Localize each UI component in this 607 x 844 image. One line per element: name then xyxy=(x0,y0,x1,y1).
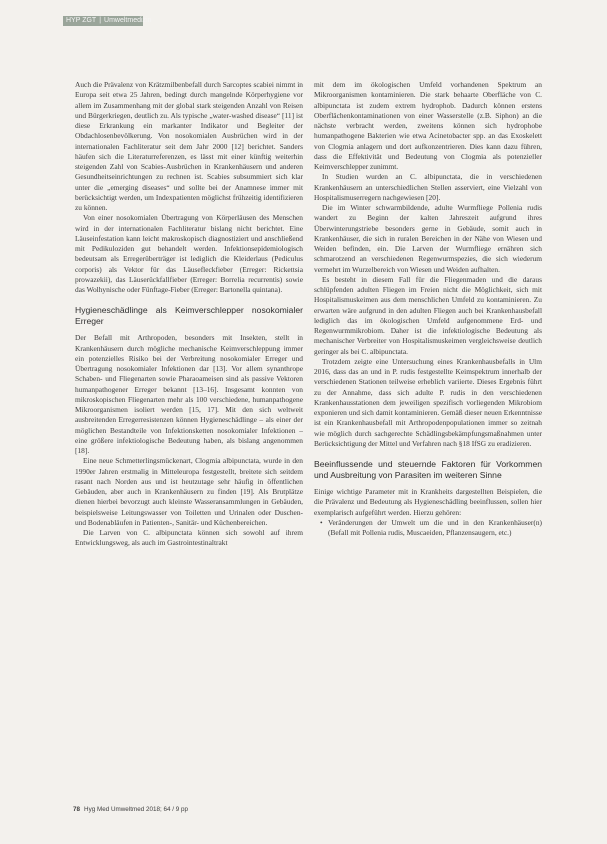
left-column xyxy=(75,80,303,549)
running-header xyxy=(66,16,152,26)
footer-citation: Hyg Med Umweltmed 2018; 64 / 9 pp xyxy=(84,806,188,813)
bullet-list xyxy=(314,518,542,539)
paragraph: Einige wichtige Parameter mit in Krankheits dargestellten Beispielen, die die Prävalenz und Bedeutung als Hygieneschädling beeinflussen, sollen hier exemplarisch aufgeführt werden. Hierzu gehören: xyxy=(314,487,542,517)
paragraph: Von einer nosokomialen Übertragung von Körperläusen des Menschen wird in der internationalen Fachliteratur bislang nicht berichtet. Eine Läuseinfestation kann leicht makroskopisch diagnostiziert und anschließend mit Pedikuloziden gut behandelt werden. Infektionsepidemiologisch bedeutsam als Erregerüberträger ist lediglich die Kleiderlaus (Pediculus corporis) als Vektor für das Läusefleckfieber (Erreger: Rickettsia prowazekii), das Läuserückfallfieber (Erreger: Borrelia recurrentis) sowie das Wolhynische oder Fünftage-Fieber (Erreger: Bartonella quintana). xyxy=(75,213,303,294)
paragraph: Eine neue Schmetterlingsmückenart, Clogmia albipunctata, wurde in den 1990er Jahren erstmalig in Mitteleuropa festgestellt, breitete sich seitdem rasant nach Norden aus und ist heutzutage sehr häufig in öffentlichen Gebäuden, aber auch in Krankenhäusern zu finden [19]. Als Brutplätze dienen hierbei bevorzugt auch kleinste Wasseransammlungen in Gebäuden, beispielsweise Leitungswasser von Toiletten und Urinalen oder Duschen- und Bodenabläufen in Patienten-, Sanitär- und Küchenbereichen. xyxy=(75,456,303,527)
section-heading: Hygieneschädlinge als Keimverschlepper nosokomialer Erreger xyxy=(75,305,303,327)
paragraph: Auch die Prävalenz von Krätzmilbenbefall durch Sarcoptes scabiei nimmt in Europa seit etwa 25 Jahren, bedingt durch mangelnde Körperhygiene vor allem im Zusammenhang mit der global stark steigenden Anzahl von Reisen und Bürgerkriegen, deutlich zu. Als typische „water-washed disease“ [11] ist diese Erkrankung ein markanter Indikator und Begleiter der Obdachlosenbevölkerung. Von nosokomialen Ausbrüchen wird in der internationalen Fachliteratur seit dem Jahr 2000 [12] berichtet. Sanders häufen sich die Literaturreferenzen, es lässt mit einer künftig weiterhin steigenden Zahl von Scabies-Ausbrüchen in Krankenhäusern und anderen Gesundheitseinrichtungen zu rechnen ist. Scabies subsummiert sich klar unter die „emerging diseases“ und sollte bei der Anamnese immer mit berücksichtigt werden, um Indexpatienten möglichst frühzeitig identifizieren zu können. xyxy=(75,80,303,212)
paragraph: Es besteht in diesem Fall für die Fliegenmaden und die daraus schlüpfenden adulten Fliegen im Freien nicht die Möglichkeit, sich mit Hospitalismuskeimen aus dem menschlichen Umfeld zu kontaminieren. Zu erwarten wäre aufgrund in den adulten Fliegen auch bei Krankenhausbefall lediglich das im ökologischen Umfeld aufgenommene Erd- und Regenwurmmikrobiom. Daher ist die infektiologische Bedeutung als mechanischer Verbreiter von Hospitalismuskeimen vergleichsweise deutlich geringer als bei C. albipunctata. xyxy=(314,274,542,356)
journal-abbrev: HYP ZGT xyxy=(66,17,97,24)
paragraph: Die im Winter schwarmbildende, adulte Wurmfliege Pollenia rudis wandert zu Beginn der kalten Jahreszeit aufgrund ihres Überwinterungstriebe besonders gerne in Gebäude, somit auch in Krankenhäuser, die sich in ruralen Bereichen in der Nähe von Wiesen und Weiden befinden, ein. Die Larven der Wurmfliege ernähren sich schmarotzend an verschiedenen Regenwurmspezies, die sich wiederum vermehrt im Wurzelbereich von Wiesen und Weiden aufhalten. xyxy=(314,203,542,274)
page-number: 78 xyxy=(73,806,81,813)
paragraph: Der Befall mit Arthropoden, besonders mit Insekten, stellt in Krankenhäusern durch mögliche mechanische Keimverschleppung immer ein potenzielles Risiko bei der Verbreitung nosokomialer Erreger und Übertragung nosokomialer Infektionen dar [13]. Vor allem synanthrope Schaben- und Fliegenarten sowie Pharaoameisen sind als passive Vektoren humanpathogener Erreger bekannt [13–16]. Insgesamt konnten von mikroskopischen Fliegenarten mehr als 100 verschiedene, humanpathogene Mikroorganismen isoliert werden [15, 17]. Mit den sich weltweit ausbreitenden Erregerresistenzen können Hygieneschädlinge – als einer der möglichen Bestandteile von Infektionsketten nosokomialer Infektionen – eine größere infektiologische Bedeutung haben, als bislang angenommen [18]. xyxy=(75,333,303,455)
section-title: Umweltmedizin xyxy=(104,17,152,24)
section-heading: Beeinflussende und steuernde Faktoren für Vorkommen und Ausbreitung von Parasiten im weiteren Sinne xyxy=(314,459,542,480)
paragraph: Die Larven von C. albipunctata können sich sowohl auf ihrem Entwicklungsweg, als auch im Gastrointestinaltrakt xyxy=(75,528,303,548)
right-column xyxy=(314,80,542,538)
paragraph: mit dem im ökologischen Umfeld vorhandenen Spektrum an Mikroorganismen kontaminieren. Die stark behaarte Oberfläche von C. albipunctata ist zudem extrem hydrophob. Dadurch können erstens Oberflächenkontaminationen von einer Wasserstelle (z.B. Siphon) an die nächste verbracht werden, zweitens können sich hydrophobe humanpathogene Bakterien wie etwa Acinetobacter spp. an das Exoskelett von Clogmia anlagern und dort aufkonzentrieren. Dies kann dazu führen, dass die Effektivität und Bedeutung von Clogmia als potenzieller Keimverschlepper zunimmt. xyxy=(314,80,542,171)
paragraph: In Studien wurden an C. albipunctata, die in verschiedenen Krankenhäusern an unterschiedlichen Stellen asserviert, eine Vielzahl von Hospitalismuserregern nachgewiesen [20]. xyxy=(314,172,542,202)
list-item: • Veränderungen der Umwelt um die und in den Krankenhäuser(n) (Befall mit Pollenia rudis, Muscaeiden, Pflanzensaugern, etc.) xyxy=(322,518,542,539)
header-separator: | xyxy=(99,17,102,24)
page-footer xyxy=(73,806,188,813)
paragraph: Trotzdem zeigte eine Untersuchung eines Krankenhausbefalls in Ulm 2016, dass das an und in P. rudis festgestellte Keimspektrum innerhalb der verschiedenen Stationen teilweise erheblich variierte. Dieses Ergebnis führt zu der Annahme, dass sich adulte P. rudis in den verschiedenen Krankenhausstationen dem jeweiligen spezifisch vorliegenden Mikrobiom exponieren und sich damit kontaminieren. Gemäß dieser neuen Erkenntnisse ist ein Krankenhausbefall mit Arthropodenpopulationen immer so zeitnah wie möglich durch sachgerechte Schädlingsbekämpfungsmaßnahmen unter Berücksichtigung der Mittel und Verfahren nach §18 IfSG zu eradizieren. xyxy=(314,356,542,448)
